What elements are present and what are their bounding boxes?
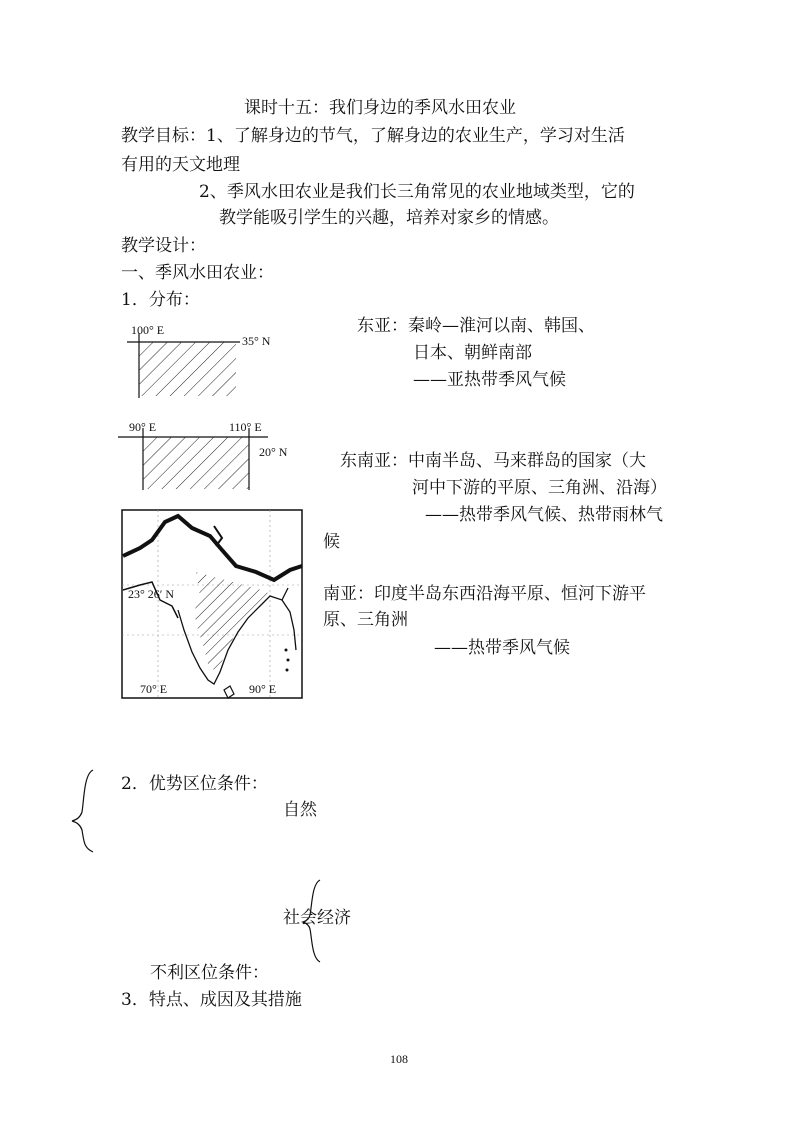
diagram2-lon-left-label: 90° E <box>129 420 157 434</box>
southeast-asia-line-1: 东南亚：中南半岛、马来群岛的国家（大 <box>340 451 646 471</box>
map-lon-right-label: 90° E <box>249 682 277 696</box>
map-lon-left-label: 70° E <box>140 682 168 696</box>
page-title: 课时十五：我们身边的季风水田农业 <box>244 98 516 118</box>
diagram2-lat-label: 20° N <box>259 445 288 459</box>
southeast-asia-line-3: ——热带季风气候、热带雨林气 <box>425 505 663 525</box>
diagram1-lon-label: 100° E <box>131 323 165 337</box>
south-asia-line-2: 原、三角洲 <box>323 610 408 630</box>
distribution-item: 1．分布： <box>121 290 200 310</box>
goals-line-1: 教学目标：1、了解身边的节气，了解身边的农业生产，学习对生活 <box>121 126 625 146</box>
goals-line-2: 有用的天文地理 <box>121 155 240 175</box>
natural-label: 自然 <box>283 800 317 820</box>
east-asia-line-1: 东亚：秦岭—淮河以南、韩国、 <box>357 316 595 336</box>
left-brace <box>72 770 93 852</box>
southeast-asia-line-4: 候 <box>323 532 340 552</box>
south-asia-line-3: ——热带季风气候 <box>434 638 570 658</box>
goals-line-4: 教学能吸引学生的兴趣，培养对家乡的情感。 <box>219 208 559 228</box>
section-1-heading: 一、季风水田农业： <box>121 263 274 283</box>
goals-line-3: 2、季风水田农业是我们长三角常见的农业地域类型，它的 <box>199 182 635 202</box>
page-number: 108 <box>390 1052 408 1066</box>
unfavorable-conditions-label: 不利区位条件： <box>150 963 269 983</box>
south-asia-line-1: 南亚：印度半岛东西沿海平原、恒河下游平 <box>323 584 646 604</box>
features-item: 3．特点、成因及其措施 <box>121 990 302 1010</box>
design-heading: 教学设计： <box>121 236 206 256</box>
south-asia-map <box>122 510 302 698</box>
east-asia-line-2: 日本、朝鲜南部 <box>413 343 532 363</box>
diagram2-lon-right-label: 110° E <box>229 420 262 434</box>
southeast-asia-line-2: 河中下游的平原、三角洲、沿海） <box>412 478 667 498</box>
rice-region-hatch <box>143 437 249 489</box>
map-lat-label: 23° 26′ N <box>128 587 175 601</box>
east-asia-diagram <box>127 333 240 398</box>
social-economic-label: 社会经济 <box>283 908 351 928</box>
diagram1-lat-label: 35° N <box>242 334 271 348</box>
rice-region-hatch <box>139 342 236 396</box>
east-asia-line-3: ——亚热带季风气候 <box>413 370 566 390</box>
southeast-asia-diagram <box>118 428 268 490</box>
advantage-conditions-item: 2．优势区位条件： <box>121 774 268 794</box>
